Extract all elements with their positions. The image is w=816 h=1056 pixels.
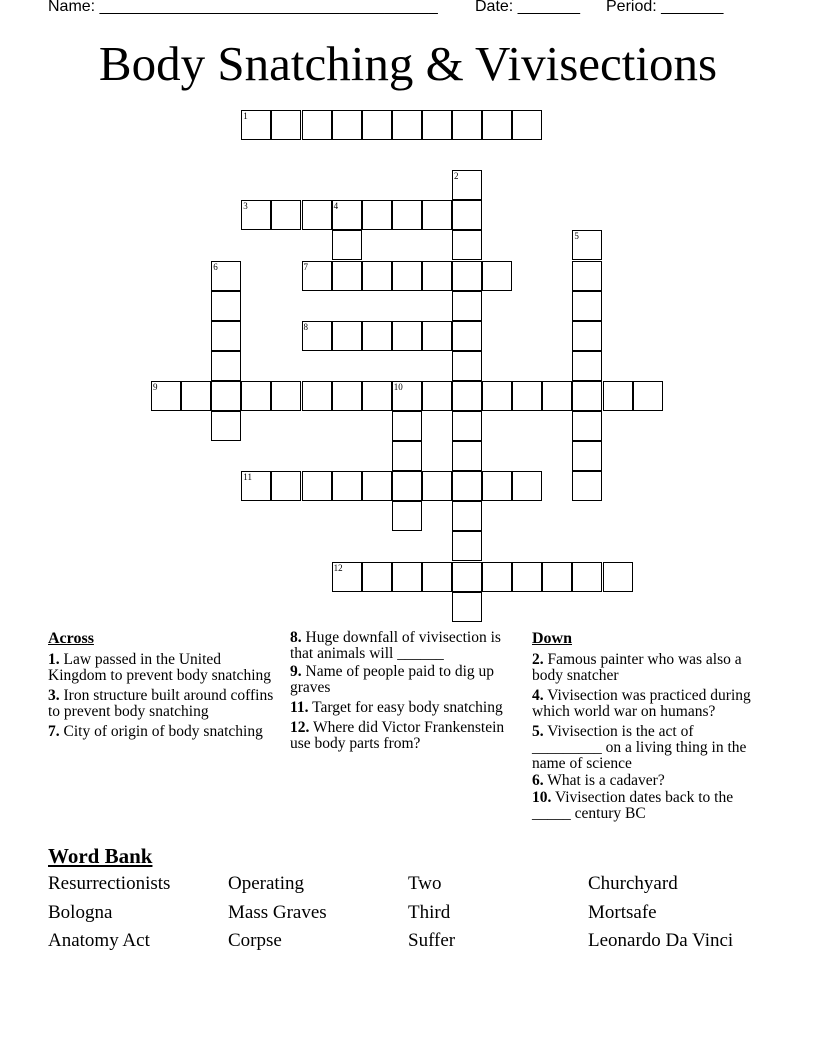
word-bank-item: Bologna (48, 902, 113, 923)
word-bank-item: Churchyard (588, 873, 678, 894)
crossword-cell[interactable] (422, 381, 452, 411)
crossword-cell[interactable] (211, 261, 241, 291)
crossword-cell[interactable] (392, 562, 422, 592)
crossword-cell[interactable] (302, 381, 332, 411)
across-clues-col1 (48, 630, 278, 744)
crossword-cell[interactable] (572, 291, 602, 321)
crossword-cell[interactable] (362, 381, 392, 411)
crossword-cell[interactable] (572, 381, 602, 411)
crossword-cell[interactable] (422, 110, 452, 140)
across-clues-col2 (290, 630, 515, 756)
crossword-cell[interactable] (572, 411, 602, 441)
cell-number: 9 (153, 381, 158, 392)
crossword-cell[interactable] (392, 501, 422, 531)
word-bank-item: Suffer (408, 930, 456, 951)
crossword-cell[interactable] (271, 381, 301, 411)
crossword-cell[interactable] (362, 200, 392, 230)
period-field[interactable]: Period: _______ (606, 0, 724, 15)
crossword-cell[interactable] (572, 261, 602, 291)
crossword-cell[interactable] (452, 471, 482, 501)
crossword-cell[interactable] (452, 501, 482, 531)
crossword-cell[interactable] (332, 200, 362, 230)
crossword-cell[interactable] (392, 321, 422, 351)
crossword-cell[interactable] (211, 381, 241, 411)
crossword-cell[interactable] (452, 381, 482, 411)
cell-number: 3 (243, 201, 248, 212)
cell-number: 5 (574, 231, 579, 242)
clue-across-1: 1. Law passed in the United Kingdom to prevent body snatching (48, 651, 271, 684)
crossword-cell[interactable] (332, 261, 362, 291)
cell-number: 2 (454, 171, 459, 182)
word-bank-item: Anatomy Act (48, 930, 150, 951)
clue-across-9: 9. Name of people paid to dig up graves (290, 663, 495, 696)
crossword-cell[interactable] (422, 261, 452, 291)
crossword-cell[interactable] (422, 562, 452, 592)
clue-down-4: 4. Vivisection was practiced during which world war on humans? (532, 687, 751, 720)
crossword-cell[interactable] (211, 351, 241, 381)
crossword-cell[interactable] (392, 471, 422, 501)
word-bank-item: Corpse (228, 930, 282, 951)
crossword-cell[interactable] (512, 471, 542, 501)
clue-across-12: 12. Where did Victor Frankenstein use body parts from? (290, 719, 505, 752)
crossword-cell[interactable] (452, 291, 482, 321)
crossword-cell[interactable] (452, 230, 482, 260)
word-bank-item: Resurrectionists (48, 873, 171, 894)
crossword-cell[interactable] (422, 200, 452, 230)
crossword-cell[interactable] (271, 110, 301, 140)
crossword-cell[interactable] (392, 200, 422, 230)
crossword-cell[interactable] (392, 411, 422, 441)
crossword-cell[interactable] (151, 381, 181, 411)
crossword-cell[interactable] (332, 110, 362, 140)
crossword-cell[interactable] (603, 562, 633, 592)
word-bank-item: Third (408, 902, 451, 923)
crossword-cell[interactable] (512, 562, 542, 592)
clue-across-8: 8. Huge downfall of vivisection is that animals will ______ (290, 629, 501, 662)
clue-down-6: 6. What is a cadaver? (532, 772, 665, 789)
crossword-cell[interactable] (452, 351, 482, 381)
crossword-cell[interactable] (452, 110, 482, 140)
crossword-cell[interactable] (332, 562, 362, 592)
crossword-cell[interactable] (271, 471, 301, 501)
crossword-cell[interactable] (332, 321, 362, 351)
clue-across-7: 7. City of origin of body snatching (48, 723, 263, 740)
word-bank-heading: Word Bank (48, 844, 153, 868)
crossword-cell[interactable] (512, 381, 542, 411)
date-field[interactable]: Date: _______ (475, 0, 580, 15)
crossword-cell[interactable] (452, 170, 482, 200)
clue-across-11: 11. Target for easy body snatching (290, 699, 503, 716)
crossword-cell[interactable] (572, 471, 602, 501)
word-bank-item: Mortsafe (588, 902, 657, 923)
page-title: Body Snatching & Vivisections (98, 36, 718, 91)
crossword-cell[interactable] (482, 261, 512, 291)
crossword-cell[interactable] (241, 200, 271, 230)
cell-number: 4 (333, 201, 339, 212)
crossword-cell[interactable] (362, 562, 392, 592)
crossword-cell[interactable] (211, 411, 241, 441)
clue-across-3: 3. Iron structure built around coffins to prevent body snatching (48, 687, 274, 720)
crossword-cell[interactable] (392, 441, 422, 471)
crossword-cell[interactable] (452, 592, 482, 622)
crossword-cell[interactable] (362, 110, 392, 140)
crossword-cell[interactable] (452, 441, 482, 471)
crossword-cell[interactable] (332, 230, 362, 260)
crossword-cell[interactable] (482, 110, 512, 140)
crossword-cell[interactable] (241, 110, 271, 140)
word-bank-item: Operating (228, 873, 304, 894)
crossword-cell[interactable] (482, 562, 512, 592)
crossword-cell[interactable] (512, 110, 542, 140)
word-bank-item: Two (408, 873, 442, 894)
crossword-cell[interactable] (452, 411, 482, 441)
name-field[interactable]: Name: ______________________________________ (48, 0, 438, 15)
down-heading: Down (532, 630, 573, 647)
cell-number: 12 (333, 562, 343, 573)
crossword-cell[interactable] (332, 471, 362, 501)
cell-number: 1 (243, 111, 248, 121)
crossword-cell[interactable] (302, 471, 332, 501)
crossword-cell[interactable] (572, 441, 602, 471)
crossword-cell[interactable] (241, 471, 271, 501)
crossword-cell[interactable] (392, 381, 422, 411)
crossword-cell[interactable] (211, 321, 241, 351)
crossword-cell[interactable] (241, 381, 271, 411)
cell-number: 11 (243, 472, 252, 483)
crossword-cell[interactable] (572, 562, 602, 592)
crossword-cell[interactable] (482, 471, 512, 501)
crossword-cell[interactable] (542, 381, 572, 411)
crossword-cell[interactable] (302, 321, 332, 351)
crossword-cell[interactable] (392, 261, 422, 291)
crossword-cell[interactable] (452, 531, 482, 561)
cell-number: 8 (303, 321, 308, 332)
crossword-cell[interactable] (572, 351, 602, 381)
crossword-cell[interactable] (392, 110, 422, 140)
crossword-cell[interactable] (181, 381, 211, 411)
crossword-cell[interactable] (302, 261, 332, 291)
word-bank-item: Leonardo Da Vinci (588, 930, 734, 951)
crossword-cell[interactable] (452, 261, 482, 291)
clue-down-10: 10. Vivisection dates back to the _____ century BC (532, 789, 734, 822)
crossword-cell[interactable] (452, 200, 482, 230)
crossword-cell[interactable] (572, 230, 602, 260)
crossword-cell[interactable] (362, 261, 392, 291)
crossword-cell[interactable] (482, 381, 512, 411)
crossword-cell[interactable] (362, 321, 392, 351)
crossword-cell[interactable] (572, 321, 602, 351)
cell-number: 7 (303, 261, 308, 272)
crossword-cell[interactable] (211, 291, 241, 321)
clue-down-5: 5. Vivisection is the act of _________ on a living thing in the name of science (532, 723, 747, 772)
crossword-cell[interactable] (271, 200, 301, 230)
word-bank-item: Mass Graves (228, 902, 327, 923)
cell-number: 10 (393, 381, 403, 392)
down-clues (532, 630, 767, 826)
crossword-cell[interactable] (452, 321, 482, 351)
crossword-cell[interactable] (422, 321, 452, 351)
crossword-cell[interactable] (633, 381, 663, 411)
crossword-cell[interactable] (362, 471, 392, 501)
crossword-cell[interactable] (302, 110, 332, 140)
crossword-cell[interactable] (422, 471, 452, 501)
clue-down-2: 2. Famous painter who was also a body snatcher (532, 651, 742, 684)
across-heading: Across (48, 630, 94, 647)
crossword-cell[interactable] (452, 562, 482, 592)
cell-number: 6 (213, 261, 218, 272)
crossword-cell[interactable] (603, 381, 633, 411)
crossword-cell[interactable] (302, 200, 332, 230)
crossword-cell[interactable] (542, 562, 572, 592)
crossword-cell[interactable] (332, 381, 362, 411)
